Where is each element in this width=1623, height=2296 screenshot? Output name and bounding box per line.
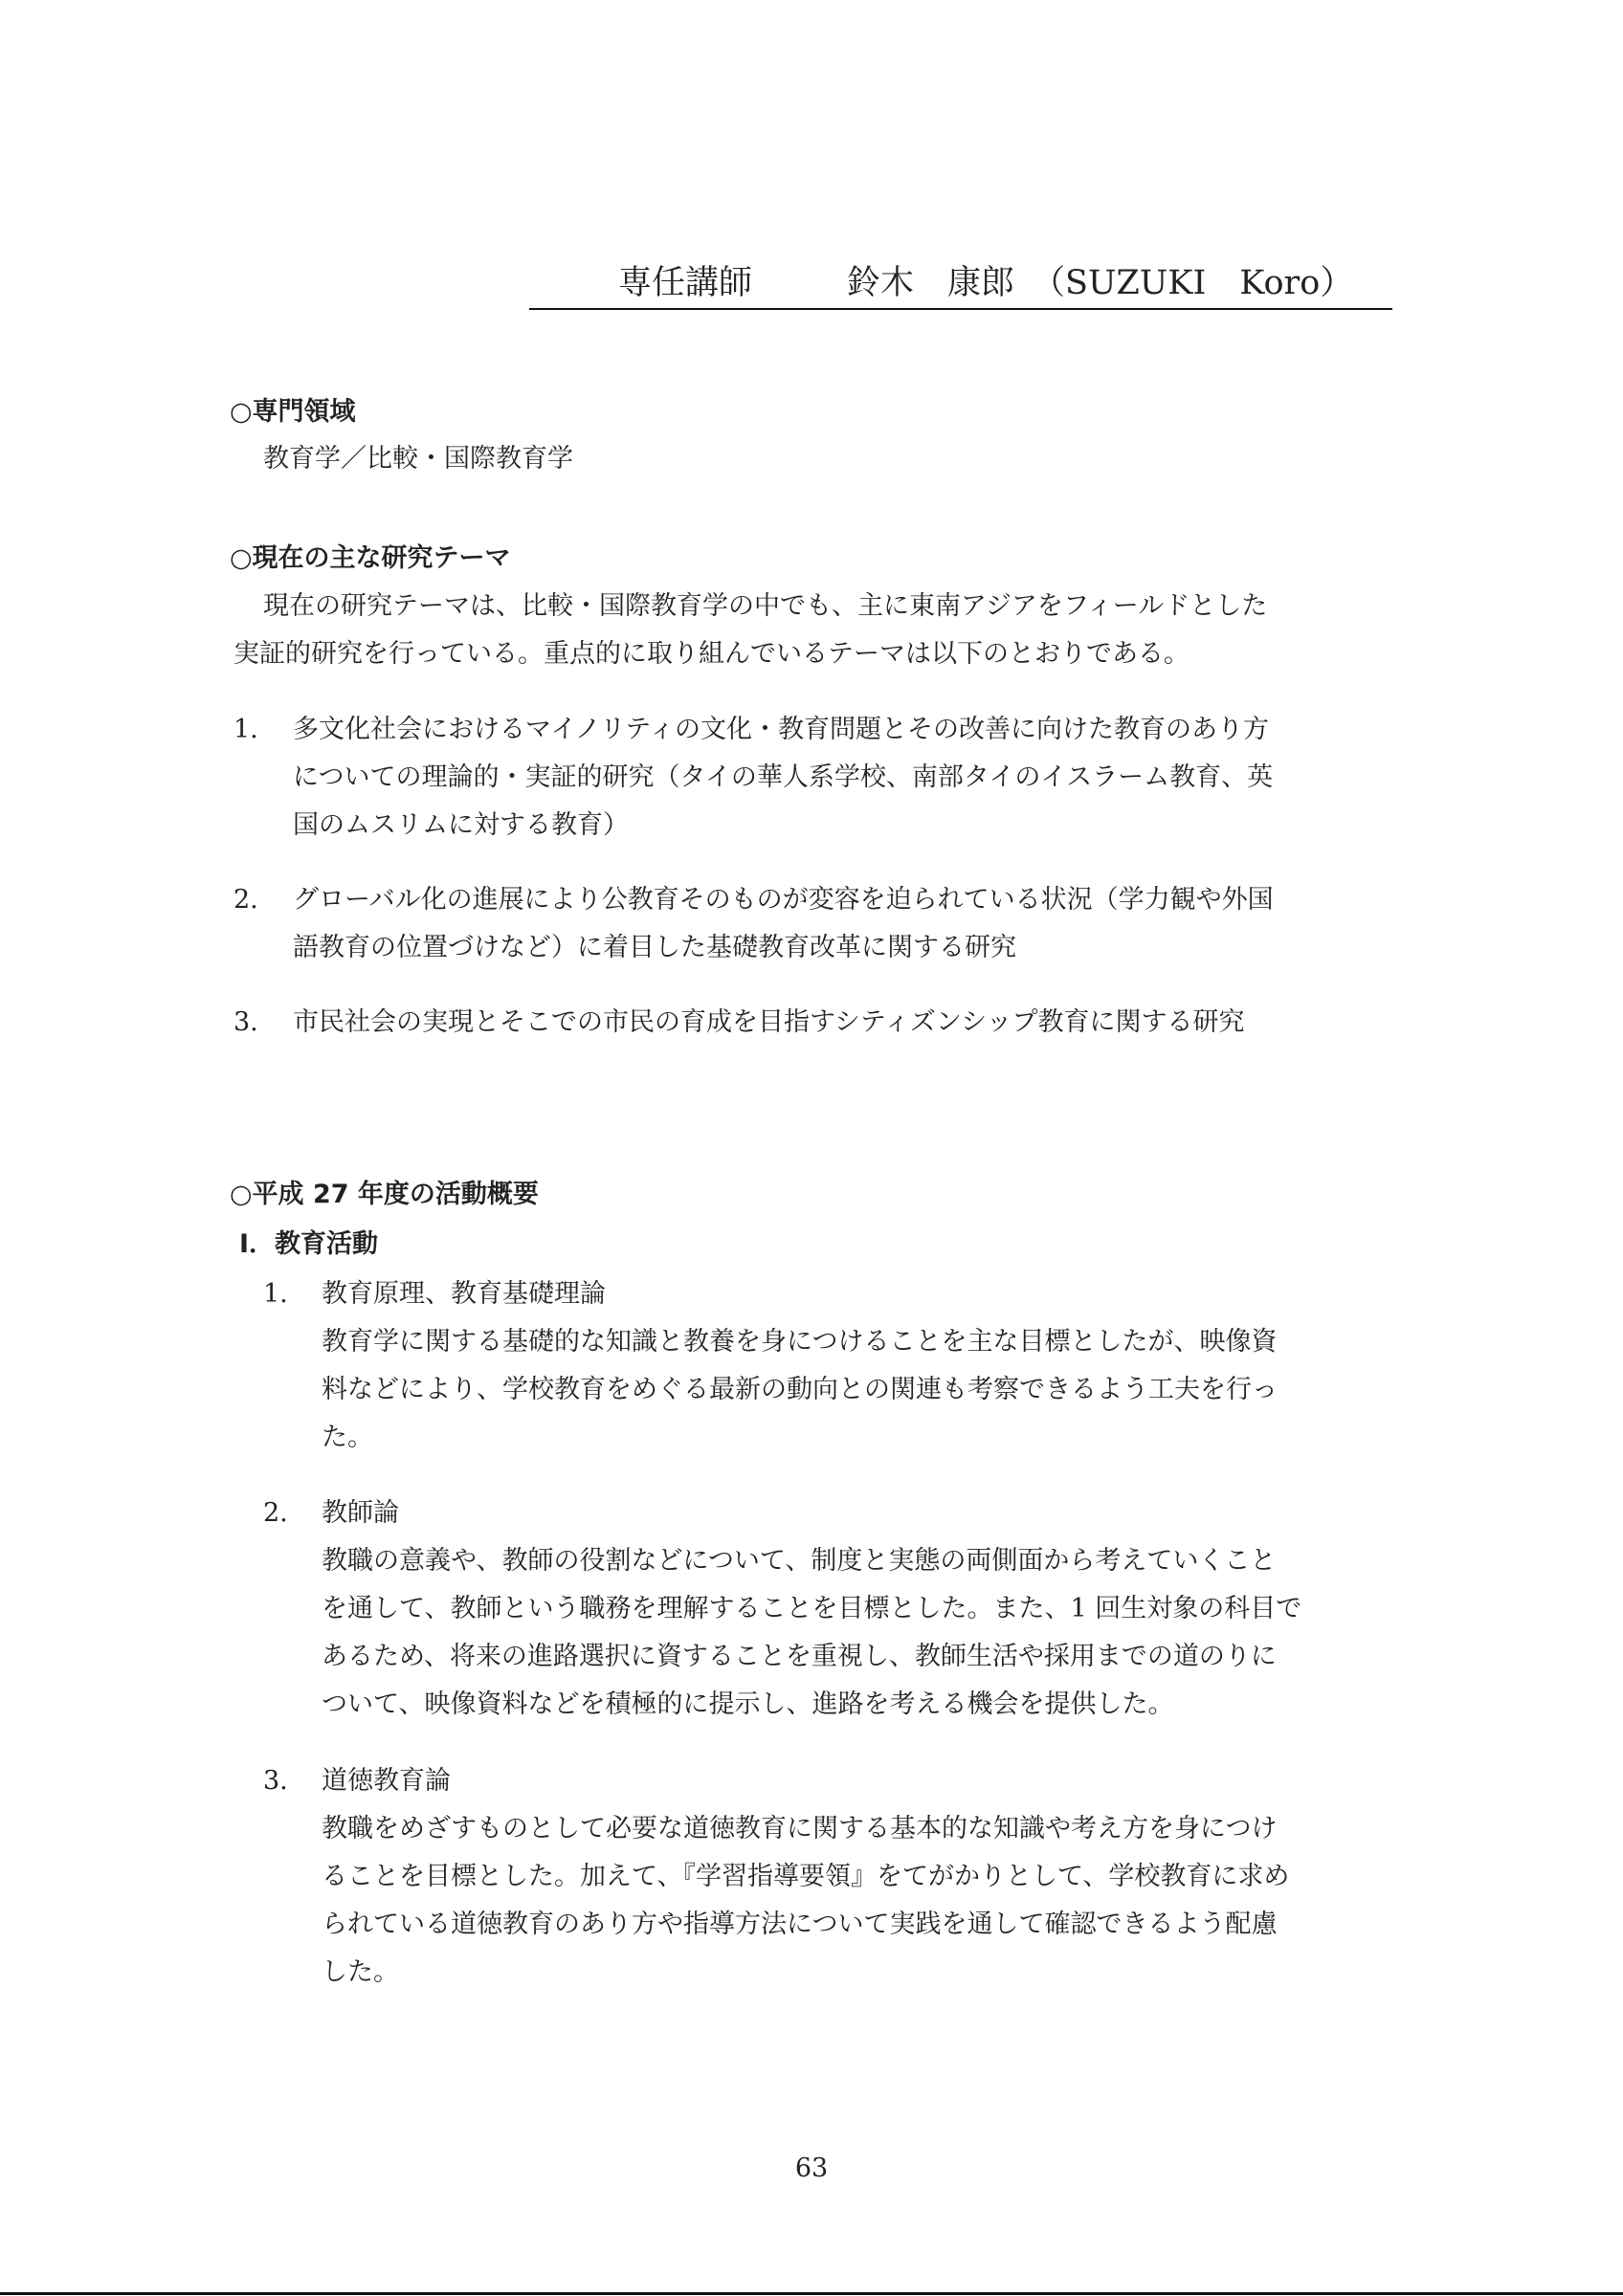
specialty-heading: ○専門領域	[230, 397, 356, 427]
course-title: 道徳教育論	[322, 1766, 451, 1796]
activity-subheading: Ⅰ．教育活動	[239, 1229, 379, 1259]
course-description-line: 教育学に関する基礎的な知識と教養を身につけることを主な目標としたが、映像資	[322, 1327, 1278, 1357]
page-number: 63	[794, 2153, 829, 2183]
research-item-line: についての理論的・実証的研究（タイの華人系学校、南部タイのイスラーム教育、英	[293, 762, 1274, 792]
faculty-name-romaji: （SUZUKI Koro）	[1032, 264, 1354, 302]
faculty-header	[529, 258, 1392, 310]
research-item-line: 多文化社会におけるマイノリティの文化・教育問題とその改善に向けた教育のあり方	[293, 715, 1270, 744]
course-number: 2.	[263, 1498, 288, 1528]
course-title: 教師論	[322, 1498, 399, 1528]
course-description-line: を通して、教師という職務を理解することを目標とした。また、1 回生対象の科目で	[322, 1594, 1302, 1623]
research-intro-line: 実証的研究を行っている。重点的に取り組んでいるテーマは以下のとおりである。	[233, 639, 1189, 669]
course-description-line: られている道徳教育のあり方や指導方法について実践を通して確認できるよう配慮	[322, 1910, 1278, 1939]
research-intro-line: 現在の研究テーマは、比較・国際教育学の中でも、主に東南アジアをフィールドとした	[263, 591, 1268, 621]
course-description-line: した。	[322, 1957, 399, 1987]
faculty-rank: 専任講師	[618, 264, 753, 302]
research-item-number: 1.	[233, 715, 258, 744]
course-description-line: あるため、将来の進路選択に資することを重視し、教師生活や採用までの道のりに	[322, 1642, 1277, 1671]
research-item-number: 3.	[233, 1007, 258, 1037]
specialty-text: 教育学／比較・国際教育学	[263, 444, 573, 474]
course-description-line: 教職をめざすものとして必要な道徳教育に関する基本的な知識や考え方を身につけ	[322, 1814, 1278, 1843]
bottom-border	[0, 2292, 1623, 2295]
activity-heading: ○平成 27 年度の活動概要	[230, 1180, 539, 1209]
course-description-line: ついて、映像資料などを積極的に提示し、進路を考える機会を提供した。	[322, 1689, 1174, 1719]
course-description-line: 料などにより、学校教育をめぐる最新の動向との関連も考察できるよう工夫を行っ	[322, 1375, 1278, 1404]
research-item-line: グローバル化の進展により公教育そのものが変容を迫られている状況（学力観や外国	[293, 885, 1274, 915]
faculty-name: 鈴木 康郎	[847, 264, 1015, 302]
course-description-line: た。	[322, 1423, 373, 1452]
research-item-line: 国のムスリムに対する教育）	[293, 810, 629, 840]
course-title: 教育原理、教育基礎理論	[322, 1279, 606, 1309]
course-description-line: ることを目標とした。加えて、『学習指導要領』をてがかりとして、学校教育に求め	[322, 1862, 1290, 1891]
research-item-line: 市民社会の実現とそこでの市民の育成を目指すシティズンシップ教育に関する研究	[293, 1007, 1245, 1037]
research-item-number: 2.	[233, 885, 258, 915]
course-description-line: 教職の意義や、教師の役割などについて、制度と実態の両側面から考えていくこと	[322, 1546, 1277, 1576]
course-number: 3.	[263, 1766, 288, 1796]
research-item-line: 語教育の位置づけなど）に着目した基礎教育改革に関する研究	[293, 933, 1016, 962]
course-number: 1.	[263, 1279, 288, 1309]
research-heading: ○現在の主な研究テーマ	[230, 543, 511, 573]
